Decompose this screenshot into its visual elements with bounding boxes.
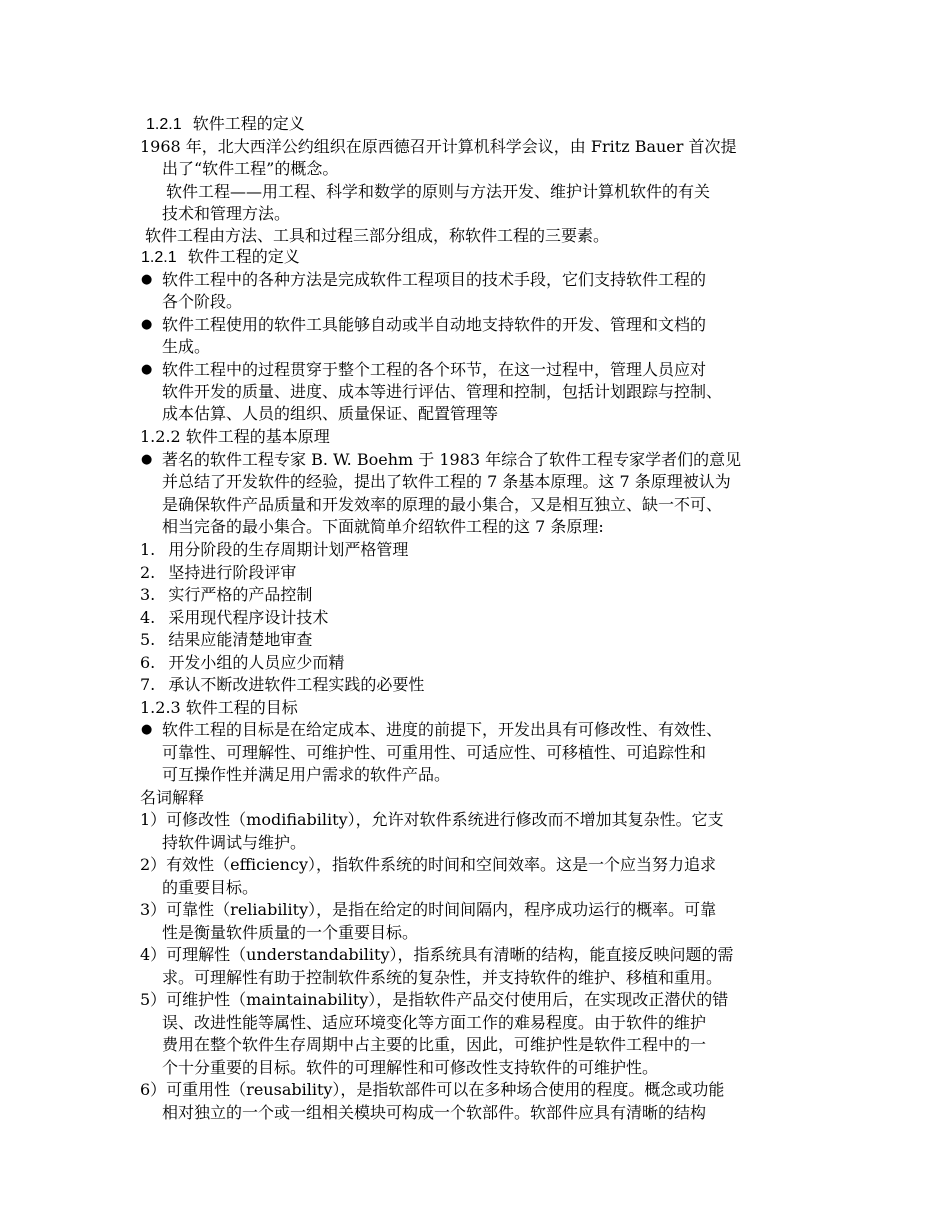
- term-line: 持软件调试与维护。: [162, 833, 307, 852]
- principle-text: 坚持进行阶段评审: [168, 563, 297, 582]
- bullet-line: 软件工程中的各种方法是完成软件工程项目的技术手段，它们支持软件工程的: [162, 270, 707, 289]
- principle-text: 结果应能清楚地审查: [168, 630, 313, 649]
- bullet-line: 相当完备的最小集合。下面就简单介绍软件工程的这 7 条原理:: [162, 517, 604, 536]
- principle-text: 实行严格的产品控制: [168, 585, 313, 604]
- paragraph-line: 1968 年，北大西洋公约组织在原西德召开计算机科学会议，由 Fritz Bauer 首次提: [140, 137, 737, 156]
- heading-title: 软件工程的定义: [192, 114, 305, 133]
- section-heading-1-2-1: [146, 113, 305, 135]
- bullet-icon: ●: [141, 362, 153, 377]
- section-heading-1-2-1-repeat: [141, 246, 300, 268]
- principle-text: 承认不断改进软件工程实践的必要性: [168, 675, 425, 694]
- term-line: 6）可重用性（reusability），是指软部件可以在多种场合使用的程度。概念或功能: [140, 1080, 725, 1099]
- bullet-icon: ●: [141, 722, 153, 737]
- bullet-line: 并总结了开发软件的经验，提出了软件工程的 7 条基本原理。这 7 条原理被认为: [162, 472, 731, 491]
- bullet-icon: ●: [141, 452, 153, 467]
- bullet-line: 软件开发的质量、进度、成本等进行评估、管理和控制，包括计划跟踪与控制、: [162, 382, 723, 401]
- bullet-icon: ●: [141, 272, 153, 287]
- heading-title: 软件工程的定义: [187, 247, 300, 266]
- heading-number: 1.2.1: [141, 249, 177, 266]
- section-heading-1-2-2: 1.2.2 软件工程的基本原理: [140, 427, 330, 446]
- term-line: 3）可靠性（reliability），是指在给定的时间间隔内，程序成功运行的概率。可靠: [140, 900, 717, 919]
- principle-item: [140, 584, 312, 606]
- heading-number: 1.2.1: [146, 116, 182, 133]
- term-line: 费用在整个软件生存周期中占主要的比重，因此，可维护性是软件工程中的一: [162, 1035, 707, 1054]
- bullet-line: 软件工程的目标是在给定成本、进度的前提下，开发出具有可修改性、有效性、: [162, 720, 723, 739]
- bullet-line: 是确保软件产品质量和开发效率的原理的最小集合，又是相互独立、缺一不可、: [162, 495, 723, 514]
- term-line: 相对独立的一个或一组相关模块可构成一个软部件。软部件应具有清晰的结构: [162, 1103, 707, 1122]
- bullet-line: 可靠性、可理解性、可维护性、可重用性、可适应性、可移植性、可追踪性和: [162, 743, 707, 762]
- principle-text: 采用现代程序设计技术: [168, 608, 329, 627]
- term-line: 5）可维护性（maintainability），是指软件产品交付使用后，在实现改正潜伏的错: [140, 990, 729, 1009]
- term-line: 性是衡量软件质量的一个重要目标。: [162, 923, 419, 942]
- term-line: 2）有效性（efficiency），指软件系统的时间和空间效率。这是一个应当努力追求: [140, 855, 716, 874]
- term-line: 个十分重要的目标。软件的可理解性和可修改性支持软件的可维护性。: [162, 1058, 659, 1077]
- principle-text: 开发小组的人员应少而精: [168, 653, 345, 672]
- bullet-line: 著名的软件工程专家 B. W. Boehm 于 1983 年综合了软件工程专家学者们的意见: [162, 450, 742, 469]
- principle-number: 1.: [140, 540, 156, 559]
- principle-item: [140, 562, 296, 584]
- bullet-line: 软件工程中的过程贯穿于整个工程的各个环节，在这一过程中，管理人员应对: [162, 360, 707, 379]
- terms-title: 名词解释: [140, 788, 205, 807]
- section-heading-1-2-3: 1.2.3 软件工程的目标: [140, 698, 298, 717]
- paragraph-line: 技术和管理方法。: [162, 204, 291, 223]
- bullet-line: 软件工程使用的软件工具能够自动或半自动地支持软件的开发、管理和文档的: [162, 315, 707, 334]
- bullet-line: 生成。: [162, 337, 211, 356]
- term-line: 误、改进性能等属性、适应环境变化等方面工作的难易程度。由于软件的维护: [162, 1013, 707, 1032]
- principle-item: [140, 539, 408, 561]
- term-line: 4）可理解性（understandability），指系统具有清晰的结构，能直接反映问题的需: [140, 945, 734, 964]
- bullet-line: 可互操作性并满足用户需求的软件产品。: [162, 765, 451, 784]
- principle-item: [140, 607, 328, 629]
- principle-number: 6.: [140, 653, 156, 672]
- term-line: 的重要目标。: [162, 878, 259, 897]
- paragraph-line: 出了“软件工程”的概念。: [162, 159, 339, 178]
- principle-number: 5.: [140, 630, 156, 649]
- principle-number: 2.: [140, 563, 156, 582]
- bullet-line: 各个阶段。: [162, 292, 243, 311]
- paragraph-line: 软件工程——用工程、科学和数学的原则与方法开发、维护计算机软件的有关: [166, 182, 711, 201]
- bullet-line: 成本估算、人员的组织、质量保证、配置管理等: [162, 404, 499, 423]
- principle-number: 3.: [140, 585, 156, 604]
- paragraph-line: 软件工程由方法、工具和过程三部分组成，称软件工程的三要素。: [145, 226, 610, 245]
- principle-number: 4.: [140, 608, 156, 627]
- term-line: 1）可修改性（modifiability），允许对软件系统进行修改而不增加其复杂性。它支: [140, 810, 724, 829]
- bullet-icon: ●: [141, 317, 153, 332]
- term-line: 求。可理解性有助于控制软件系统的复杂性，并支持软件的维护、移植和重用。: [162, 968, 723, 987]
- principle-text: 用分阶段的生存周期计划严格管理: [168, 540, 409, 559]
- principle-number: 7.: [140, 675, 156, 694]
- principle-item: [140, 629, 312, 651]
- principle-item: [140, 674, 424, 696]
- principle-item: [140, 652, 344, 674]
